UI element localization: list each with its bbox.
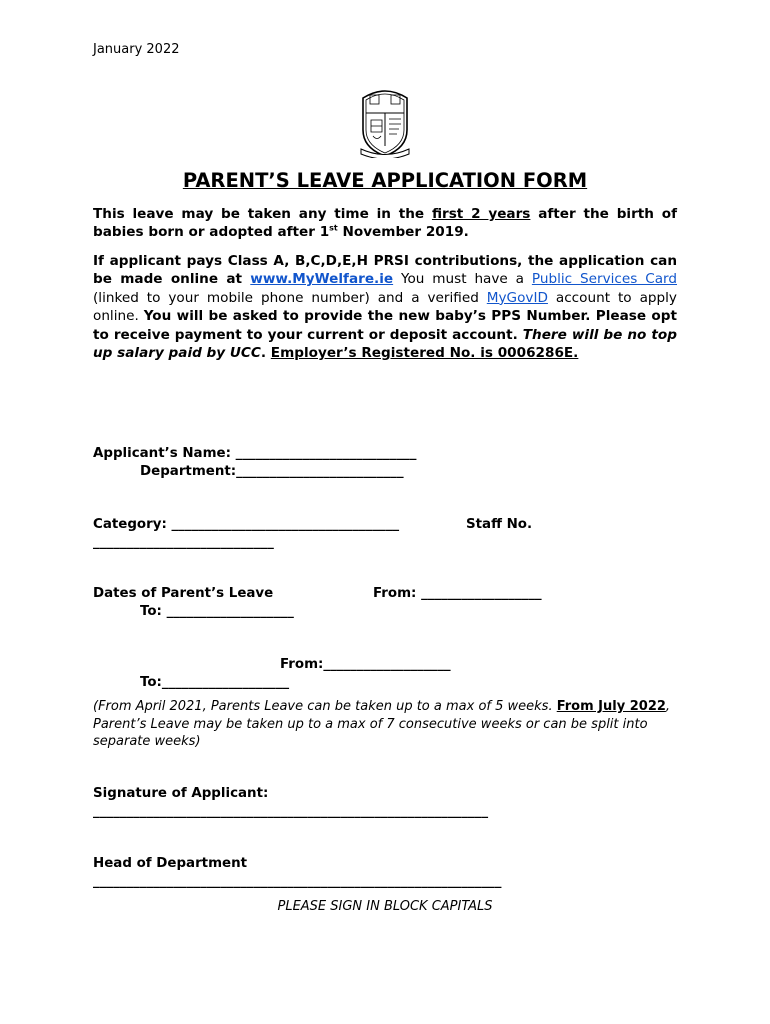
from-date-field-1[interactable]: From: __________________ [373,586,542,601]
department-field[interactable]: Department:_________________________ [140,464,404,479]
signature-label: Signature of Applicant: [93,786,269,801]
intro-text: after the birth of babies born or adopted after 1 [93,206,678,241]
pps-instruction: You will be asked to provide the new baby’s PPS Number. Please opt to receive payment to your current or deposit account. [93,308,677,343]
online-lead: If applicant pays Class A, B,C,D,E,H PRSI contributions, the application can be made online at [93,253,677,288]
intro-text: This leave may be taken any time in the [93,206,432,222]
intro-text: November 2019. [337,224,469,241]
dates-label: Dates of Parent’s Leave [93,586,274,601]
note-text: , Parent’s Leave may be taken up to a max of 7 consecutive weeks or can be split into separate weeks) [93,699,671,749]
leave-duration-note [93,698,683,751]
head-of-department-label: Head of Department [93,856,248,871]
document-date: January 2022 [93,42,180,57]
online-text: (linked to your mobile phone number) and a verified [93,289,487,306]
block-capitals-instruction: PLEASE SIGN IN BLOCK CAPITALS [277,899,493,914]
intro-paragraph [93,205,677,242]
category-field[interactable]: Category: __________________________________ [93,517,400,532]
to-date-field-2[interactable]: To:___________________ [140,675,290,690]
online-text: . [260,345,271,362]
employer-registered-no: Employer’s Registered No. is 0006286E. [270,345,579,362]
online-text: You must have a [393,271,532,288]
head-of-department-field[interactable]: _____________________________________________________________ [93,874,502,889]
from-date-field-2[interactable]: From:___________________ [280,657,451,672]
to-date-field-1[interactable]: To: ___________________ [140,604,294,619]
applicant-name-field[interactable]: Applicant’s Name: ___________________________ [93,446,417,461]
public-services-card-link[interactable]: Public Services Card [531,271,677,288]
staff-no-field[interactable]: ___________________________ [93,535,274,550]
staff-no-label: Staff No. [466,517,533,532]
ordinal-suffix: st [329,223,338,233]
mygovid-link[interactable]: MyGovID [486,289,548,306]
note-text: (From April 2021, Parents Leave can be taken up to a max of 5 weeks. [93,699,557,714]
page-title: PARENT’S LEAVE APPLICATION FORM [182,169,588,192]
university-crest-icon [355,86,415,158]
online-paragraph [93,252,677,362]
note-emphasis: From July 2022 [556,699,666,714]
intro-underline: first 2 years [431,206,531,222]
signature-field[interactable]: ___________________________________________________________ [93,804,489,819]
mywelfare-link[interactable]: www.MyWelfare.ie [250,271,394,288]
no-top-up-notice: There will be no top up salary paid by UCC [93,326,677,362]
online-text: account to apply online. [93,289,677,325]
